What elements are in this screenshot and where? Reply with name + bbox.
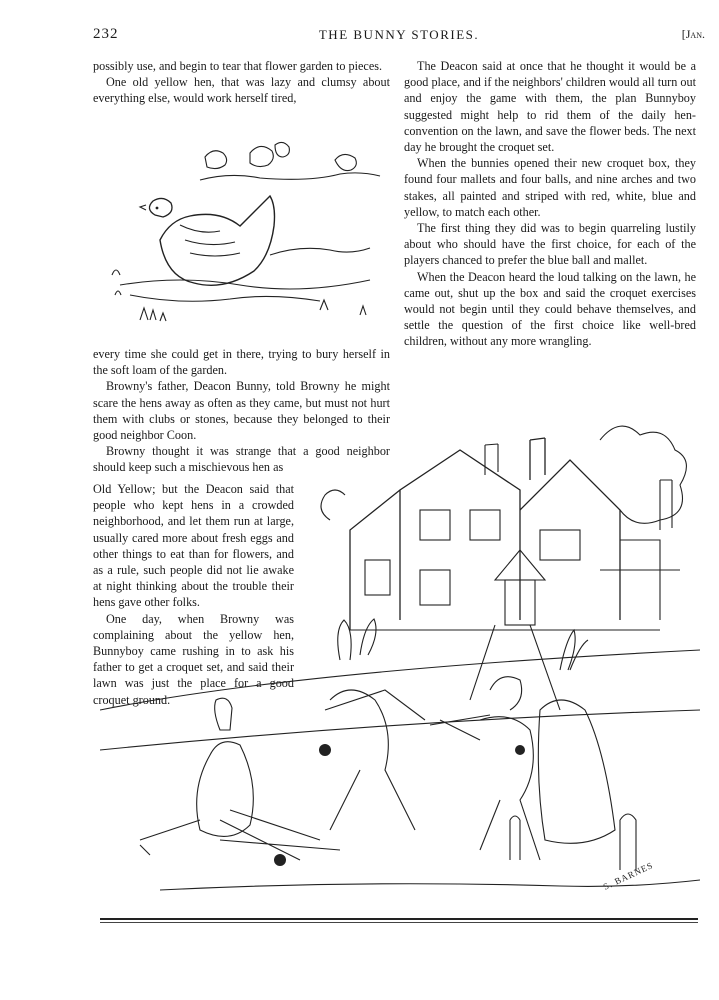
page-header bbox=[93, 26, 705, 46]
artist-signature: S. BARNES bbox=[601, 859, 655, 892]
bottom-rule bbox=[100, 918, 698, 920]
paragraph: The Deacon said at once that he thought it would be a good place, and if the neighbors' children would all turn out and enjoy the game with them, the plan Bunnyboy suggested might help to rid them of the daily hen-convention on the lawn, and save the flower beds. The next day he brought the croquet set. bbox=[404, 59, 696, 155]
hen-illustration bbox=[100, 135, 390, 340]
paragraph: Browny's father, Deacon Bunny, told Browny he might scare the hens away as often as they came, but must not hurt them with clubs or stones, because they belonged to their good neighbor Coon. bbox=[93, 379, 390, 443]
paragraph: One day, when Browny was complaining about the yellow hen, Bunnyboy came rushing in to ask his father to get a croquet set, and said their lawn was just the place for a good croquet ground. bbox=[93, 611, 294, 707]
page-number: 232 bbox=[93, 26, 119, 42]
paragraph: every time she could get in there, trying to bury herself in the soft loam of the garden. bbox=[93, 347, 390, 378]
bottom-rule-thin bbox=[100, 922, 698, 923]
right-column bbox=[404, 58, 696, 350]
paragraph: One old yellow hen, that was lazy and clumsy about everything else, would work herself tired, bbox=[93, 75, 390, 106]
left-column-top bbox=[93, 58, 390, 107]
paragraph: Browny thought it was strange that a good neighbor should keep such a mischievous hen as bbox=[93, 444, 390, 475]
paragraph: When the bunnies opened their new croquet box, they found four mallets and four balls, and nine arches and two stakes, all painted and striped with red, white, blue and yellow, to match each other. bbox=[404, 156, 696, 219]
issue-label: [Jan. bbox=[681, 27, 705, 41]
croquet-illustration bbox=[100, 420, 700, 920]
paragraph: possibly use, and begin to tear that flower garden to pieces. bbox=[93, 59, 383, 73]
paragraph: When the Deacon heard the loud talking on the lawn, he came out, shut up the box and said the croquet exercises would not begin until they could behave themselves, and settle the question of the first choice like well-bred children, without any more wrangling. bbox=[404, 269, 696, 349]
paragraph: Old Yellow; but the Deacon said that people who kept hens in a crowded neighborhood, and let them run at large, usually cared more about fresh eggs and other things to eat than for flowers, and as a rule, such people did not lie awake at night thinking about the trouble their hens gave other folks. bbox=[93, 482, 294, 610]
running-title: THE BUNNY STORIES. bbox=[318, 27, 480, 42]
paragraph: The first thing they did was to begin quarreling lustily about who should have the first choice, for each of the players chanced to prefer the blue ball and mallet. bbox=[404, 221, 696, 268]
